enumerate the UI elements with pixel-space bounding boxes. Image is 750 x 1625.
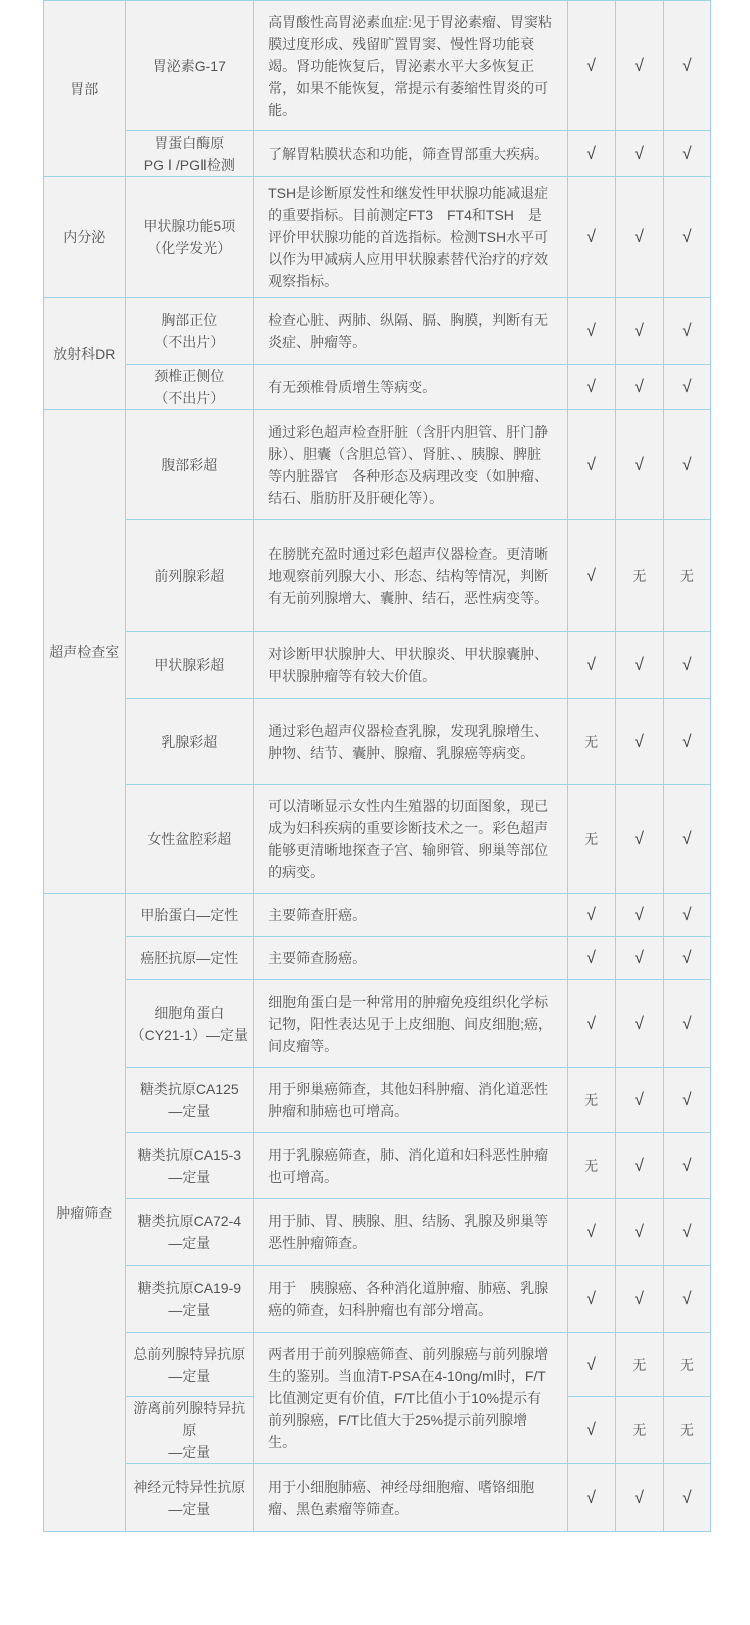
table-row	[44, 298, 711, 365]
table-row	[44, 177, 711, 298]
category-cell: 肿瘤筛查	[44, 894, 126, 1532]
check-mark-cell: √	[663, 937, 710, 980]
check-mark-cell: √	[615, 1068, 663, 1133]
item-name-cell: 颈椎正侧位 （不出片）	[125, 365, 254, 410]
table-row	[44, 894, 711, 937]
item-name-cell: 胸部正位 （不出片）	[125, 298, 254, 365]
table-row	[44, 410, 711, 520]
table-row	[44, 1266, 711, 1333]
check-mark-cell: √	[663, 894, 710, 937]
not-included-cell: 无	[663, 1397, 710, 1464]
item-name-cell: 甲胎蛋白—定性	[125, 894, 254, 937]
description-cell: 两者用于前列腺癌筛查、前列腺癌与前列腺增生的鉴别。当血清T-PSA在4-10ng/ml时，F/T比值测定更有价值，F/T比值小于10%提示有前列腺癌，F/T比值大于25%提示前列腺增生。	[254, 1333, 568, 1464]
table-row	[44, 980, 711, 1068]
check-mark-cell: √	[567, 1464, 615, 1532]
check-mark-cell: √	[567, 131, 615, 177]
check-mark-cell: √	[663, 785, 710, 894]
item-name-cell: 甲状腺彩超	[125, 632, 254, 699]
check-mark-cell: √	[567, 1397, 615, 1464]
item-name-cell: 癌胚抗原—定性	[125, 937, 254, 980]
check-mark-cell: √	[663, 131, 710, 177]
check-mark-cell: √	[615, 365, 663, 410]
check-mark-cell: √	[663, 298, 710, 365]
category-cell: 放射科DR	[44, 298, 126, 410]
not-included-cell: 无	[615, 1333, 663, 1397]
check-mark-cell: √	[615, 937, 663, 980]
not-included-cell: 无	[567, 699, 615, 785]
description-cell: 通过彩色超声检查肝脏（含肝内胆管、肝门静脉）、胆囊（含胆总管）、肾脏、、胰腺、脾脏等内脏器官 各种形态及病理改变（如肿瘤、结石、脂肪肝及肝硬化等）。	[254, 410, 568, 520]
item-name-cell: 腹部彩超	[125, 410, 254, 520]
check-mark-cell: √	[615, 1, 663, 131]
check-mark-cell: √	[663, 1464, 710, 1532]
check-mark-cell: √	[615, 699, 663, 785]
item-name-cell: 神经元特异性抗原 —定量	[125, 1464, 254, 1532]
check-mark-cell: √	[567, 410, 615, 520]
description-cell: 在膀胱充盈时通过彩色超声仪器检查。更清晰地观察前列腺大小、形态、结构等情况，判断有无前列腺增大、囊肿、结石，恶性病变等。	[254, 520, 568, 632]
description-cell: 通过彩色超声仪器检查乳腺，发现乳腺增生、肿物、结节、囊肿、腺瘤、乳腺癌等病变。	[254, 699, 568, 785]
description-cell: 主要筛查肠癌。	[254, 937, 568, 980]
not-included-cell: 无	[567, 1068, 615, 1133]
description-cell: 用于肺、胃、胰腺、胆、结肠、乳腺及卵巢等恶性肿瘤筛查。	[254, 1199, 568, 1266]
check-mark-cell: √	[615, 298, 663, 365]
item-name-cell: 糖类抗原CA125 —定量	[125, 1068, 254, 1133]
exam-items-table	[43, 0, 711, 1532]
table-body	[44, 1, 711, 1532]
description-cell: 可以清晰显示女性内生殖器的切面图象，现已成为妇科疾病的重要诊断技术之一。彩色超声能够更清晰地探查子宫、输卵管、卵巢等部位的病变。	[254, 785, 568, 894]
item-name-cell: 细胞角蛋白 （CY21-1）—定量	[125, 980, 254, 1068]
check-mark-cell: √	[615, 632, 663, 699]
table-row	[44, 1199, 711, 1266]
check-mark-cell: √	[567, 520, 615, 632]
description-cell: 用于小细胞肺癌、神经母细胞瘤、嗜铬细胞瘤、黑色素瘤等筛查。	[254, 1464, 568, 1532]
check-mark-cell: √	[567, 1333, 615, 1397]
check-mark-cell: √	[615, 980, 663, 1068]
description-cell: 主要筛查肝癌。	[254, 894, 568, 937]
description-cell: 用于乳腺癌筛查，肺、消化道和妇科恶性肿瘤也可增高。	[254, 1133, 568, 1199]
item-name-cell: 糖类抗原CA19-9 —定量	[125, 1266, 254, 1333]
table-row	[44, 1133, 711, 1199]
description-cell: 有无颈椎骨质增生等病变。	[254, 365, 568, 410]
description-cell: 细胞角蛋白是一种常用的肿瘤免疫组织化学标记物，阳性表达见于上皮细胞、间皮细胞;癌，间皮瘤等。	[254, 980, 568, 1068]
check-mark-cell: √	[663, 699, 710, 785]
table-row	[44, 1333, 711, 1397]
description-cell: 用于 胰腺癌、各种消化道肿瘤、肺癌、乳腺癌的筛查，妇科肿瘤也有部分增高。	[254, 1266, 568, 1333]
item-name-cell: 游离前列腺特异抗原 —定量	[125, 1397, 254, 1464]
check-mark-cell: √	[663, 410, 710, 520]
item-name-cell: 胃蛋白酶原 PG Ⅰ /PGⅡ检测	[125, 131, 254, 177]
check-mark-cell: √	[567, 365, 615, 410]
check-mark-cell: √	[615, 131, 663, 177]
category-cell: 内分泌	[44, 177, 126, 298]
check-mark-cell: √	[663, 365, 710, 410]
description-cell: 对诊断甲状腺肿大、甲状腺炎、甲状腺囊肿、甲状腺肿瘤等有较大价值。	[254, 632, 568, 699]
check-mark-cell: √	[615, 1266, 663, 1333]
category-cell: 超声检查室	[44, 410, 126, 894]
table-row	[44, 520, 711, 632]
check-mark-cell: √	[663, 177, 710, 298]
check-mark-cell: √	[663, 1, 710, 131]
table-row	[44, 131, 711, 177]
not-included-cell: 无	[567, 1133, 615, 1199]
check-mark-cell: √	[567, 1199, 615, 1266]
description-cell: 高胃酸性高胃泌素血症:见于胃泌素瘤、胃窦粘膜过度形成、残留旷置胃窦、慢性肾功能衰竭。肾功能恢复后，胃泌素水平大多恢复正常，如果不能恢复，常提示有萎缩性胃炎的可能。	[254, 1, 568, 131]
table-row	[44, 1068, 711, 1133]
item-name-cell: 糖类抗原CA72-4 —定量	[125, 1199, 254, 1266]
item-name-cell: 总前列腺特异抗原 —定量	[125, 1333, 254, 1397]
check-mark-cell: √	[663, 632, 710, 699]
table-row	[44, 1464, 711, 1532]
check-mark-cell: √	[567, 1266, 615, 1333]
item-name-cell: 女性盆腔彩超	[125, 785, 254, 894]
check-mark-cell: √	[615, 410, 663, 520]
check-mark-cell: √	[567, 937, 615, 980]
description-cell: 了解胃粘膜状态和功能，筛查胃部重大疾病。	[254, 131, 568, 177]
table-row	[44, 632, 711, 699]
item-name-cell: 乳腺彩超	[125, 699, 254, 785]
table-row	[44, 1, 711, 131]
check-mark-cell: √	[663, 1133, 710, 1199]
check-mark-cell: √	[615, 1133, 663, 1199]
check-mark-cell: √	[615, 1199, 663, 1266]
table-row	[44, 365, 711, 410]
check-mark-cell: √	[567, 632, 615, 699]
item-name-cell: 甲状腺功能5项 （化学发光）	[125, 177, 254, 298]
item-name-cell: 前列腺彩超	[125, 520, 254, 632]
check-mark-cell: √	[567, 894, 615, 937]
check-mark-cell: √	[615, 177, 663, 298]
check-mark-cell: √	[567, 1, 615, 131]
description-cell: TSH是诊断原发性和继发性甲状腺功能减退症的重要指标。目前测定FT3 FT4和TSH 是评价甲状腺功能的首选指标。检测TSH水平可以作为甲减病人应用甲状腺素替代治疗的疗效观察指标。	[254, 177, 568, 298]
table-row	[44, 937, 711, 980]
check-mark-cell: √	[663, 1068, 710, 1133]
check-mark-cell: √	[615, 785, 663, 894]
table-row	[44, 785, 711, 894]
check-mark-cell: √	[663, 1266, 710, 1333]
check-mark-cell: √	[663, 980, 710, 1068]
check-mark-cell: √	[567, 298, 615, 365]
check-mark-cell: √	[615, 1464, 663, 1532]
not-included-cell: 无	[663, 1333, 710, 1397]
check-mark-cell: √	[567, 980, 615, 1068]
check-mark-cell: √	[615, 894, 663, 937]
not-included-cell: 无	[663, 520, 710, 632]
not-included-cell: 无	[615, 520, 663, 632]
check-mark-cell: √	[567, 177, 615, 298]
description-cell: 检查心脏、两肺、纵隔、膈、胸膜，判断有无炎症、肿瘤等。	[254, 298, 568, 365]
table-row	[44, 699, 711, 785]
not-included-cell: 无	[615, 1397, 663, 1464]
category-cell: 胃部	[44, 1, 126, 177]
description-cell: 用于卵巢癌筛查，其他妇科肿瘤、消化道恶性肿瘤和肺癌也可增高。	[254, 1068, 568, 1133]
not-included-cell: 无	[567, 785, 615, 894]
item-name-cell: 胃泌素G-17	[125, 1, 254, 131]
item-name-cell: 糖类抗原CA15-3 —定量	[125, 1133, 254, 1199]
check-mark-cell: √	[663, 1199, 710, 1266]
